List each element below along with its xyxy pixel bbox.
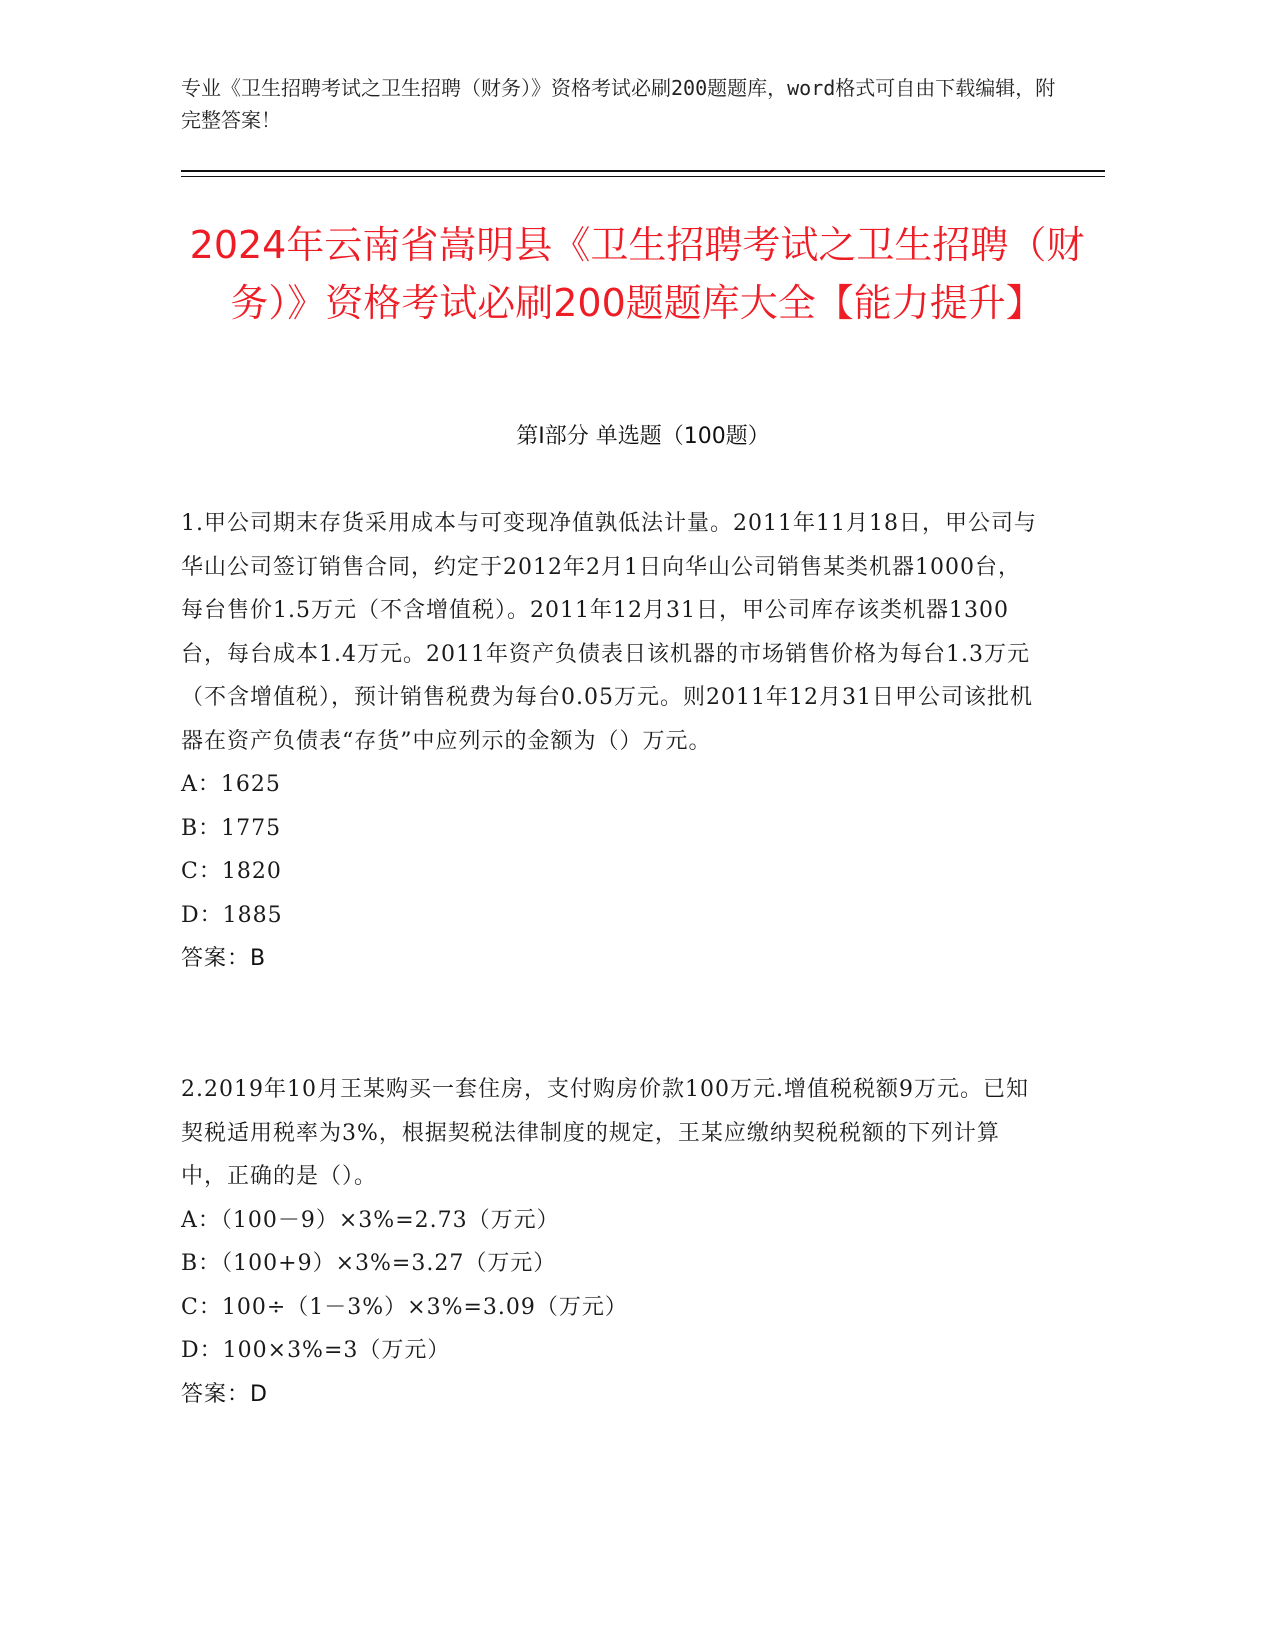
answer: 答案：D <box>181 1381 268 1407</box>
header-divider-thin <box>181 176 1105 177</box>
question-2 <box>181 1068 1041 1416</box>
document-title: 2024年云南省嵩明县《卫生招聘考试之卫生招聘（财务）》资格考试必刷200题题库大全【能力提升】 <box>189 223 1085 325</box>
option-d: D：1885 <box>181 902 283 928</box>
option-a: A：（100－9）×3%=2.73（万元） <box>181 1207 560 1233</box>
option-c: C：100÷（1－3%）×3%=3.09（万元） <box>181 1294 628 1320</box>
answer: 答案：B <box>181 946 267 971</box>
option-b: B：（100+9）×3%=3.27（万元） <box>181 1251 557 1276</box>
question-stem: 1.甲公司期末存货采用成本与可变现净值孰低法计量。2011年11月18日，甲公司与华山公司签订销售合同，约定于2012年2月1日向华山公司销售某类机器1000台，每台售价1.5万元（不含增值税）。2011年12月31日，甲公司库存该类机器1300台，每台成本1.4万元。2011年资产负债表日该机器的市场销售价格为每台1.3万元（不含增值税），预计销售税费为每台0.05万元。则2011年12月31日甲公司该批机器在资产负债表“存货”中应列示的金额为（）万元。 <box>181 511 1037 754</box>
header-divider-thick <box>181 170 1105 172</box>
question-stem: 2.2019年10月王某购买一套住房，支付购房价款100万元.增值税税额9万元。已知契税适用税率为3%，根据契税法律制度的规定，王某应缴纳契税税额的下列计算中，正确的是（）。 <box>181 1077 1029 1189</box>
option-b: B：1775 <box>181 815 282 841</box>
header-note: 专业《卫生招聘考试之卫生招聘（财务）》资格考试必刷200题题库，word格式可自由下载编辑，附完整答案！ <box>181 76 1056 132</box>
question-1 <box>181 502 1041 981</box>
option-a: A：1625 <box>181 772 281 797</box>
section-heading: 第I部分 单选题（100题） <box>516 424 770 449</box>
option-d: D：100×3%=3（万元） <box>181 1338 451 1363</box>
option-c: C：1820 <box>181 859 282 884</box>
